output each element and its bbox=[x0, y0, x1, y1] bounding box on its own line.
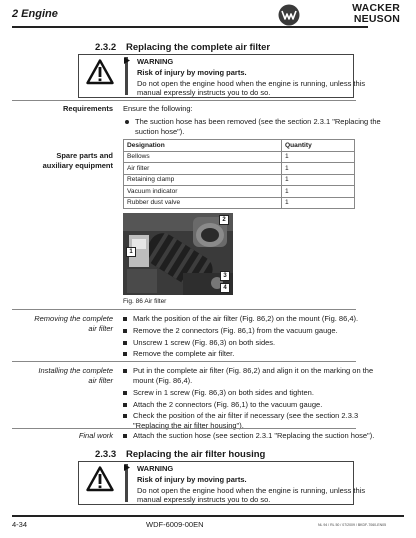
removing-step-text: Remove the complete air filter. bbox=[133, 349, 235, 358]
installing-step bbox=[133, 388, 314, 398]
removing-step-text: Mark the position of the air filter (Fig. 86,2) on the mount (Fig. 86,4). bbox=[133, 314, 359, 323]
divider-rule bbox=[12, 309, 356, 310]
callout-1: 1 bbox=[126, 247, 136, 257]
spare-parts-label bbox=[12, 151, 113, 171]
warning-triangle-icon bbox=[86, 59, 114, 85]
table-row bbox=[124, 174, 355, 186]
spare-parts-label-line-1: Spare parts and bbox=[56, 151, 113, 160]
table-cell: Air filter bbox=[124, 163, 282, 175]
warning-arrow-icon bbox=[124, 57, 130, 64]
divider-rule bbox=[12, 428, 356, 429]
warning-text-line-1: Do not open the engine hood when the engine is running, unless this bbox=[137, 486, 366, 495]
warning-text-line-2: manual expressly instructs you to do so. bbox=[137, 88, 271, 97]
document-code: NL 94 / RL 50 / 07/2009 / BKDF-7060-EN05 bbox=[318, 523, 387, 527]
requirements-item-line-1: The suction hose has been removed (see the section 2.3.1 "Replacing the bbox=[135, 117, 381, 126]
table-cell: 1 bbox=[282, 151, 355, 163]
table-cell: 1 bbox=[282, 197, 355, 209]
brand-line-1: WACKER bbox=[352, 2, 400, 14]
spare-parts-table bbox=[123, 139, 355, 209]
warning-text-line-1: Do not open the engine hood when the engine is running, unless this bbox=[137, 79, 366, 88]
brand-line-2: NEUSON bbox=[353, 13, 400, 25]
removing-label bbox=[12, 314, 113, 334]
removing-label-line-2: air filter bbox=[88, 324, 113, 333]
table-header-designation: Designation bbox=[124, 140, 282, 152]
brand-logo-text bbox=[302, 3, 400, 25]
divider-rule bbox=[12, 100, 356, 101]
installing-label bbox=[12, 366, 113, 386]
removing-step bbox=[133, 326, 338, 336]
document-number: WDF-6009-00EN bbox=[146, 520, 204, 529]
table-row bbox=[124, 151, 355, 163]
warning-arrow-icon bbox=[124, 464, 130, 471]
warning-triangle-icon bbox=[86, 466, 114, 492]
warning-risk: Risk of injury by moving parts. bbox=[137, 475, 247, 484]
table-cell: 1 bbox=[282, 163, 355, 175]
installing-step bbox=[133, 400, 322, 410]
bullet-icon bbox=[123, 317, 127, 321]
installing-step-text: Screw in 1 screw (Fig. 86,3) on both sides and tighten. bbox=[133, 388, 314, 397]
requirements-intro: Ensure the following: bbox=[123, 104, 193, 113]
table-row bbox=[124, 163, 355, 175]
air-filter-photo bbox=[123, 213, 233, 295]
table-header-row bbox=[124, 140, 355, 152]
installing-step-line-1: Check the position of the air filter if necessary (see the section 2.3.3 bbox=[133, 411, 359, 420]
table-row bbox=[124, 197, 355, 209]
spare-parts-label-line-2: auxiliary equipment bbox=[42, 161, 113, 170]
final-work-step-text: Attach the suction hose (see section 2.3.1 "Replacing the suction hose"). bbox=[133, 431, 375, 440]
table-row bbox=[124, 186, 355, 198]
bullet-icon bbox=[123, 391, 127, 395]
removing-step bbox=[133, 338, 275, 348]
bullet-icon bbox=[123, 414, 127, 418]
table-cell: Rubber dust valve bbox=[124, 197, 282, 209]
table-cell: 1 bbox=[282, 186, 355, 198]
divider-rule bbox=[12, 361, 356, 362]
figure-caption: Fig. 86 Air filter bbox=[123, 298, 167, 305]
table-header-quantity: Quantity bbox=[282, 140, 355, 152]
installing-label-line-1: Installing the complete bbox=[38, 366, 113, 375]
bullet-icon bbox=[123, 329, 127, 333]
callout-2: 2 bbox=[219, 215, 229, 225]
brand-logo-icon bbox=[278, 4, 300, 26]
final-work-label: Final work bbox=[78, 431, 113, 440]
removing-label-line-1: Removing the complete bbox=[34, 314, 113, 323]
chapter-title: 2 Engine bbox=[12, 8, 58, 20]
installing-step-line-2: mount (Fig. 86,4). bbox=[133, 376, 193, 385]
table-cell: 1 bbox=[282, 174, 355, 186]
section-title: Replacing the complete air filter bbox=[126, 42, 271, 53]
callout-3: 3 bbox=[220, 271, 230, 281]
requirements-item-line-2: suction hose"). bbox=[135, 127, 185, 136]
bullet-icon bbox=[123, 341, 127, 345]
bullet-icon bbox=[123, 352, 127, 356]
requirements-label: Requirements bbox=[62, 104, 113, 113]
bullet-icon bbox=[123, 434, 127, 438]
callout-4: 4 bbox=[220, 283, 230, 293]
table-cell: Bellows bbox=[124, 151, 282, 163]
installing-step-text: Attach the 2 connectors (Fig. 86,1) to the vacuum gauge. bbox=[133, 400, 323, 409]
section-title: Replacing the air filter housing bbox=[126, 449, 266, 460]
table-cell: Vacuum indicator bbox=[124, 186, 282, 198]
warning-heading: WARNING bbox=[137, 57, 174, 66]
final-work-step bbox=[133, 431, 374, 441]
warning-text-line-2: manual expressly instructs you to do so. bbox=[137, 495, 271, 504]
warning-risk: Risk of injury by moving parts. bbox=[137, 68, 247, 77]
air-filter-illustration bbox=[123, 213, 233, 295]
warning-heading: WARNING bbox=[137, 464, 174, 473]
bullet-icon bbox=[125, 120, 129, 124]
removing-step-text: Unscrew 1 screw (Fig. 86,3) on both sides. bbox=[133, 338, 276, 347]
removing-step-text: Remove the 2 connectors (Fig. 86,1) from the vacuum gauge. bbox=[133, 326, 338, 335]
bullet-icon bbox=[123, 403, 127, 407]
installing-step bbox=[133, 366, 373, 386]
table-cell: Retaining clamp bbox=[124, 174, 282, 186]
installing-step-line-2: "Replacing the air filter housing"). bbox=[133, 421, 244, 430]
removing-step bbox=[133, 349, 234, 359]
removing-step bbox=[133, 314, 358, 324]
section-number: 2.3.3 bbox=[95, 449, 117, 460]
section-number: 2.3.2 bbox=[95, 42, 117, 53]
footer-rule bbox=[12, 515, 404, 517]
header-rule bbox=[12, 26, 368, 28]
page-number: 4-34 bbox=[12, 520, 28, 529]
requirements-item bbox=[135, 117, 381, 137]
installing-step-line-1: Put in the complete air filter (Fig. 86,2) and align it on the marking on the bbox=[133, 366, 374, 375]
installing-label-line-2: air filter bbox=[88, 376, 113, 385]
bullet-icon bbox=[123, 369, 127, 373]
